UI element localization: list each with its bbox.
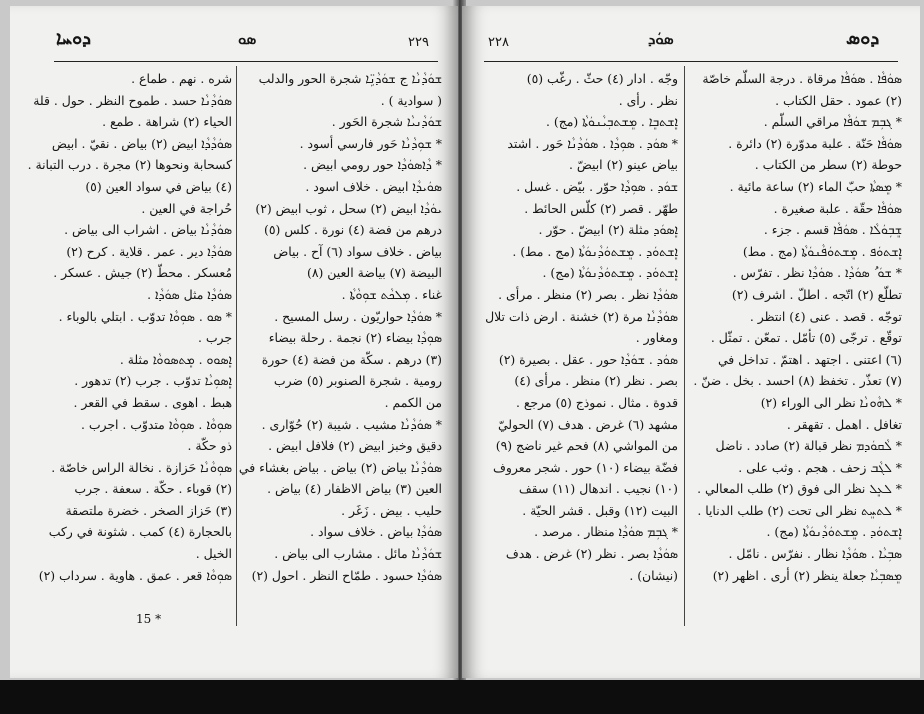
entry-line: * ܣܘܿܕܵܢܵܐ مشيب . شيبة (٢) حُوّارى .: [261, 416, 442, 432]
running-header-word: ܕܘܚܐ: [56, 28, 92, 49]
entry-line: ܐܸܣܘܼܝܵܐ تدوّب . جرب (٢) تدهور .: [74, 373, 232, 389]
left-page-right-column: [238, 68, 442, 586]
entry-line: ܣܘܿܕܵܐ بياض . خلاف سواد .: [310, 524, 442, 540]
entry-line: (٦) اعتنى . اجتهد . اهتمّ . تداخل في: [717, 351, 902, 367]
entry-line: ܣܘܿܕܵܢܵܐ بياض . اشراب الى بياض .: [64, 222, 232, 238]
entry-line: ܣܘܼܕܵܐ بيضاء (٢) نجمة . رحلة بيضاء: [268, 330, 442, 346]
entry-line: ܫܘܿܕܵܢܝܵܐ شجرة الحَور .: [331, 114, 442, 130]
entry-line: ܝܘܿܕܵܐ ابيض (٢) سحل ، ثوب ابيض (٢): [255, 200, 442, 216]
entry-line: ܐܸܣܘܘ . ܡܸܬܣܘܘܵܐ مثلة .: [119, 351, 232, 367]
entry-line: بياض . خلاف سواد (٦) آح . بياض: [273, 243, 442, 259]
left-page-left-column: [27, 68, 232, 586]
entry-line: * ܠܗܵܘܢܵܐ نظر الى الوراء (٢): [760, 394, 902, 410]
entry-line: توجّه . قصد . عنى (٤) انتظر .: [749, 308, 902, 324]
entry-line: من المواشي (٨) فحم غير ناضج (٩): [495, 438, 678, 454]
right-page-right-column: [690, 68, 902, 586]
entry-line: * ܠܬܚܸܬ نظر الى تحت (٢) طلب الدنايا .: [697, 502, 902, 518]
left-page-header-outer-word: [56, 28, 91, 54]
page-number: ٢٢٨: [488, 35, 509, 50]
entry-line: ܣܘܿܕܵܕܵܐ ابيض (٢) بياض . نقيّ . ابيض: [51, 135, 232, 151]
entry-line: وجّه . ادار (٤) حثّ . رغّب (٥): [526, 71, 678, 86]
right-page-left-column: [482, 68, 678, 586]
entry-line: ܐܸܫܬܒܸܐ . ܡܸܫܬܒܼܝܵܢܘܿܬܵܐ (مج) .: [545, 114, 678, 130]
entry-line: ܫܘܿܕܵܢܵܐ مائل . مشارب الى بياض .: [274, 546, 442, 562]
entry-line: مشهد (٦) غرض . هدف (٧) الحوليّ: [497, 416, 678, 432]
entry-line: * ܠܥܸܠ نظر الى فوق (٢) طلب المعالي .: [697, 481, 902, 497]
entry-line: البيضة (٧) بياضة العين (٨): [307, 265, 442, 281]
left-page: [10, 6, 458, 678]
entry-line: ܣܘܿܦܵܐ . ܣܘܿܦܵܐ مرقاة . درجة السلّم خاصّة: [702, 71, 902, 86]
entry-line: ܣܘܿܕܵܐ دير . عمر . قلاية . كرح (٢): [66, 243, 232, 259]
entry-line: ܫܘܿܕܵܢܵܐ ج ܫܘܿܕܵܢܹ̈ܐ شجرة الحور والدلب: [258, 71, 442, 86]
entry-line: كسحابة ونحوها (٢) مجرة . درب التبانة .: [27, 157, 232, 173]
entry-line: تطلّع (٢) اتّجه . اطلّ . اشرف (٢): [731, 286, 902, 302]
entry-line: بياض عينو (٢) ابيضّ .: [568, 157, 678, 173]
right-page: [462, 6, 920, 678]
entry-line: ܣܘܼܘܵܐ قعر . عمق . هاوية . سرداب (٢): [38, 567, 232, 583]
right-page-header-outer-word: [846, 28, 879, 54]
entry-line: ܣܘܿܕܵܢܵܐ بياض (٢) بياض . بياض بغشاء في: [238, 459, 442, 475]
entry-line: (٧) تعذّر . تخفظ (٨) احسد . بخل . ضنّ .: [693, 373, 902, 389]
page-number: ٢٢٩: [408, 35, 429, 50]
entry-line: ومغاور .: [635, 330, 678, 346]
entry-line: * ܓܒܼܡ ܣܘܿܕܵܐ منظار . مرصد .: [534, 524, 678, 540]
entry-line: توقّع . ترجّى (٥) تأمّل . تمعّن . تمثّل .: [710, 330, 902, 346]
entry-line: * ܕܵܐܣܘܿܕܵܐ حور رومي ابيض .: [303, 157, 442, 173]
entry-line: ܐܸܫܬܘܿܕ . ܡܸܫܬܘܿܕܵܢܘܿܬܵܐ (مج) .: [766, 524, 902, 540]
entry-line: تغافل . اهمل . تقهقر .: [786, 416, 902, 432]
entry-line: * ܠܓܵܒ زحف . هجم . وثب على .: [738, 459, 902, 475]
entry-line: * ܣܘܿܕ . ܣܘܼܕܵܐ . ܣܘܿܕܵܢܵܐ حَور . اشتد: [507, 135, 678, 151]
entry-line: ܣܘܼܘܵܐ . ܣܘܼܘܵܐ متدوّب . اجرب .: [80, 416, 232, 432]
entry-line: (٤) بياض في سواد العين (٥): [85, 178, 232, 194]
entry-line: هبط . اهوى . سقط في القعر .: [73, 394, 232, 410]
entry-line: (٣) درهم . سكّة من فضة (٤) حورة: [261, 351, 442, 367]
running-header-word: ܕܘܣ: [846, 28, 880, 49]
entry-line: ܣܘܿܕܵܢܵܐ حسد . طموح النظر . حول . قلة: [33, 92, 232, 108]
entry-line: العين (٣) بياض الاظفار (٤) بياض .: [267, 481, 442, 497]
entry-line: (١٠) نجيب . اندهال (١١) سقف: [518, 481, 678, 497]
entry-line: ܣܘܿܕܵܐ حسود . طمّاح النظر . احول (٢): [251, 567, 442, 583]
running-header-center: ܣܘ: [238, 30, 257, 48]
header-rule: [484, 61, 898, 62]
entry-line: (٣) حَزاز الصخر . خضرة ملتصقة: [65, 502, 232, 518]
entry-line: * ܡܸܣܬܵܐ حبّ الماء (٢) ساعة مائية .: [729, 178, 902, 194]
entry-line: * ܫܘܼܕܵܢܵܐ حَور فارسي أسود .: [299, 135, 442, 151]
entry-line: من الكمم .: [384, 394, 442, 410]
entry-line: ܣܘܿܦܵܐ حقّة . علبة صغيرة .: [773, 200, 902, 216]
entry-line: (٢) عمود . حقل الكتاب .: [775, 92, 902, 108]
entry-line: قدوة . مثال . نموذج (٥) مرجع .: [515, 394, 678, 410]
entry-line: ܫܘܿܕ . ܣܘܼܕܵܐ حوّر . بيّض . غسل .: [516, 178, 678, 194]
entry-line: ܣܘܿܝܕܵܐ ابيض . خلاف اسود .: [305, 178, 442, 194]
entry-line: * ܣܘ . ܣܘܼܘܵܐ تدوّب . ابتلي بالوباء .: [58, 308, 232, 324]
entry-line: ܣܘܿܕܵܐ مثل ܣܘܿܕܵܐ .: [147, 286, 232, 302]
entry-line: * ܣܘܿܕܵܐ حواريّون . رسل المسيح .: [274, 308, 442, 324]
running-header-center: ܣܘܿܕ: [648, 30, 674, 48]
entry-line: (٢) قوباء . حكّة . سعفة . جرب: [74, 481, 232, 497]
entry-line: ܣܘܿܕܵܐ بصر . نظر (٢) غرض . هدف: [505, 546, 678, 562]
entry-line: بالحجارة (٤) كمب . شثونة في ركب: [48, 524, 232, 540]
entry-line: نظر . رأى .: [618, 92, 678, 108]
left-page-number: [408, 32, 429, 58]
entry-line: ܣܘܿܦܵܐ حَنّة . علبة مدوّرة (٢) دائرة .: [728, 135, 902, 151]
entry-line: حُراجة في العين .: [141, 200, 232, 216]
entry-line: حليب . بيض . زَغَر .: [341, 502, 442, 518]
left-page-header-center-word: [238, 30, 256, 56]
entry-line: فضّة بيضاء (١٠) حور . شجر معروف: [493, 459, 678, 475]
entry-line: رومية . شجرة الصنوبر (٥) ضرب: [273, 373, 442, 389]
entry-line: ܐܸܫܬܘܿܦ . ܡܸܫܬܘܿܦܵܢܘܿܬܵܐ (مج . مط): [742, 243, 902, 259]
signature-mark: 15 *: [136, 612, 162, 626]
entry-line: ܫܸܒܼܘܿܠܵܐ . ܣܘܿܦܵܐ قسم . جزء .: [763, 222, 902, 238]
entry-line: درهم من فضة (٤) نورة . كلس (٥): [264, 222, 442, 238]
entry-line: ܣܘܿܕܵܐ نظر . بصر (٢) منظر . مرأى .: [498, 286, 678, 302]
header-rule: [54, 61, 438, 62]
entry-line: * ܓܒܼܡ ܫܘܿܦܵܐ مراقي السلّم .: [763, 114, 902, 130]
right-page-header-center-word: [648, 30, 674, 56]
entry-line: حوطة (٢) سطر من الكتاب .: [754, 157, 902, 173]
entry-line: ܐܸܣܘܿܕ مثلة (٢) ابيضّ . حوّر .: [538, 222, 678, 238]
entry-line: ܣܘܿܕ . ܫܘܿܕܵܐ حور . عقل . بصيرة (٢): [498, 351, 678, 367]
entry-line: ܐܸܫܬܘܿܕ . ܡܸܫܬܘܿܕܵܢܘܿܬܵܐ (مج . مط) .: [512, 243, 678, 259]
entry-line: (نيشان) .: [629, 567, 678, 583]
entry-line: ܣܘܿܕܵܢܵܐ مرة (٢) خشنة . ارض ذات تلال: [485, 308, 678, 324]
entry-line: * ܫܘܿ ُ ܣܘܿܕܵܐ . ܣܘܿܕܵܐ نظر . تفرّس .: [732, 265, 902, 281]
entry-line: ذو حكّة .: [187, 438, 232, 454]
scanner-bed-edge: [0, 680, 924, 714]
entry-line: بصر . نظر (٢) منظر . مرأى (٤): [514, 373, 678, 389]
column-divider: [684, 66, 685, 626]
right-page-number: [488, 32, 509, 58]
entry-line: * ܠܵܩܘܿܕܡ نظر قبالة (٢) صادد . ناضل: [715, 438, 902, 454]
entry-line: البيت (١٢) وقبل . قشر الحيّة .: [522, 502, 678, 518]
entry-line: طهّر . قصر (٢) كلّس الحائط .: [524, 200, 678, 216]
entry-line: ܣܘܼܘܵܢܵܐ حَزازة . نخالة الراس خاصّة .: [51, 459, 232, 475]
entry-line: دقيق وخبز ابيض (٢) فلافل ابيض .: [268, 438, 442, 454]
entry-line: مُعسكر . محطّ (٢) جيش . عسكر .: [53, 265, 232, 281]
entry-line: جرب .: [197, 330, 232, 346]
entry-line: ܡܸܣܒܼܝܵܐ جعلة ينظر (٢) أرى . اظهر (٢): [712, 567, 902, 583]
entry-line: ( سوادية ) .: [380, 92, 442, 108]
entry-line: ܐܸܫܬܘܿܕ . ܡܸܫܬܘܿܕܵܢܘܿܬܵܐ (مج) .: [542, 265, 678, 281]
entry-line: غناء . ܡܼܠܟܵܬ ܫܘܼܘܵܬܵܐ .: [341, 286, 442, 302]
entry-line: ܣܒܼܝܵܐ . ܣܘܿܕܵܐ نظار . نفرّس . نامّل .: [728, 546, 902, 562]
column-divider: [236, 66, 237, 626]
entry-line: شره . نهم . طماع .: [131, 71, 232, 86]
entry-line: الخيل .: [195, 546, 232, 562]
entry-line: الحياء (٢) شراهة . طمع .: [102, 114, 232, 130]
